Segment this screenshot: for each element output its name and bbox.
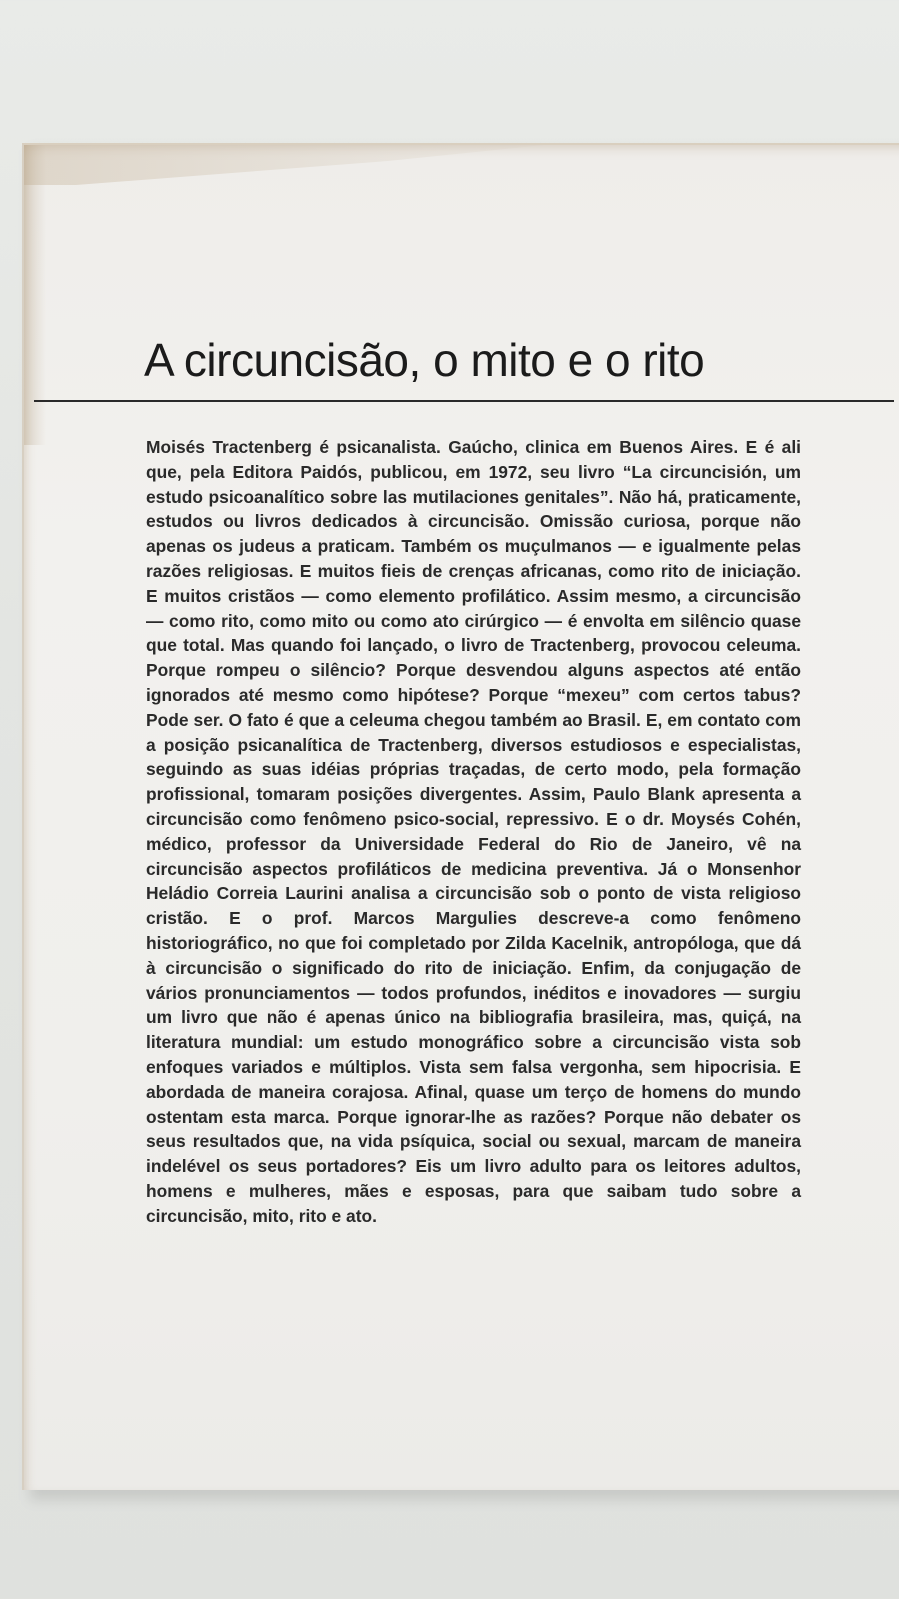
book-title: A circuncisão, o mito e o rito xyxy=(144,334,705,386)
back-cover-blurb: Moisés Tractenberg é psicanalista. Gaúcho, clinica em Buenos Aires. E é ali que, pela Editora Paidós, publicou, em 1972, seu livro “La circuncisión, um estudo psicoanalítico sobre las mutilaciones genitales”. Não há, praticamente, estudos ou livros dedicados à circuncisão. Omissão curiosa, porque não apenas os judeus a praticam. Também os muçulmanos — e igualmente pelas razões religiosas. E muitos fieis de crenças africanas, como rito de iniciação. E muitos cristãos — como elemento profilático. Assim mesmo, a circuncisão — como rito, como mito ou como ato cirúrgico — é envolta em silêncio quase que total. Mas quando foi lançado, o livro de Tractenberg, provocou celeuma. Porque rompeu o silêncio? Porque desvendou alguns aspectos até então ignorados até mesmo como hipótese? Porque “mexeu” com certos tabus? Pode ser. O fato é que a celeuma chegou também ao Brasil. E, em contato com a posição psicanalítica de Tractenberg, diversos estudiosos e especialistas, seguindo as suas idéias próprias traçadas, de certo modo, pela formação profissional, tomaram posições divergentes. Assim, Paulo Blank apresenta a circuncisão como fenômeno psico-social, repressivo. E o dr. Moysés Cohén, médico, professor da Universidade Federal do Rio de Janeiro, vê na circuncisão aspectos profiláticos de medicina preventiva. Já o Monsenhor Heládio Correia Laurini analisa a circuncisão sob o ponto de vista religioso cristão. E o prof. Marcos Margulies descreve-a como fenômeno historiográfico, no que foi completado por Zilda Kacelnik, antropóloga, que dá à circuncisão o significado do rito de iniciação. Enfim, da conjugação de vários pronunciamentos — todos profundos, inéditos e inovadores — surgiu um livro que não é apenas único na bibliografia brasileira, mas, quiçá, na literatura mundial: um estudo monográfico sobre a circuncisão vista sob enfoques variados e múltiplos. Vista sem falsa vergonha, sem hipocrisia. E abordada de maneira corajosa. Afinal, quase um terço de homens do mundo ostentam esta marca. Porque ignorar-lhe as razões? Porque não debater os seus resultados que, na vida psíquica, social ou sexual, marcam de maneira indelével os seus portadores? Eis um livro adulto para os leitores adultos, homens e mulheres, mães e esposas, para que saibam tudo sobre a circuncisão, mito, rito e ato. xyxy=(146,437,801,1226)
book-back-cover xyxy=(22,143,899,1490)
title-divider xyxy=(34,400,894,402)
cover-wear-top xyxy=(24,145,544,185)
